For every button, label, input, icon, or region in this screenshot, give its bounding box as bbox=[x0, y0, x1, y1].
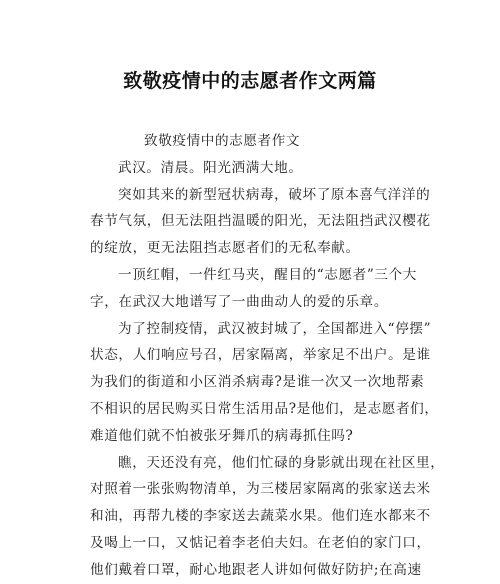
paragraph-line: 武汉。清晨。阳光洒满大地。 bbox=[118, 159, 303, 176]
paragraph-line: 及喝上一口，又惦记着李老伯夫妇。在老伯的家门口， bbox=[90, 534, 431, 551]
paragraph-line: 他们戴着口罩，耐心地跟老人讲如何做好防护;在高速 bbox=[90, 561, 422, 578]
paragraph-line: 字，在武汉大地谱写了一曲曲动人的爱的乐章。 bbox=[90, 293, 389, 310]
subtitle-line: 致敬疫情中的志愿者作文 bbox=[144, 133, 301, 149]
paragraph-line: 状态，人们响应号召，居家隔离，举家足不出户。是谁 bbox=[90, 347, 431, 364]
paragraph-line: 不相识的居民购买日常生活用品?是他们，是志愿者们， bbox=[90, 400, 439, 417]
paragraph-line: 和油，再帮九楼的李家送去蔬菜水果。他们连水都来不 bbox=[90, 508, 431, 525]
paragraph-line: 的绽放，更无法阻挡志愿者们的无私奉献。 bbox=[90, 240, 360, 257]
paragraph-line: 为我们的街道和小区消杀病毒?是谁一次又一次地帮素 bbox=[90, 374, 425, 391]
paragraph-line: 难道他们就不怕被张牙舞爪的病毒抓住吗? bbox=[90, 427, 354, 444]
paragraph-line: 为了控制疫情，武汉被封城了，全国都进入“停摆” bbox=[118, 320, 432, 337]
paragraph-line: 瞧，天还没有亮，他们忙碌的身影就出现在社区里， bbox=[118, 454, 445, 471]
paragraph-line: 对照着一张张购物清单，为三楼居家隔离的张家送去米 bbox=[90, 481, 431, 498]
paragraph-line: 突如其来的新型冠状病毒，破坏了原本喜气洋洋的 bbox=[118, 186, 431, 203]
document-title: 致敬疫情中的志愿者作文两篇 bbox=[123, 70, 377, 92]
paragraph-line: 一顶红帽，一件红马夹，醒目的“志愿者”三个大 bbox=[118, 266, 417, 283]
document-body bbox=[90, 128, 445, 584]
paragraph-line: 春节气氛，但无法阻挡温暖的阳光，无法阻挡武汉樱花 bbox=[90, 213, 431, 230]
